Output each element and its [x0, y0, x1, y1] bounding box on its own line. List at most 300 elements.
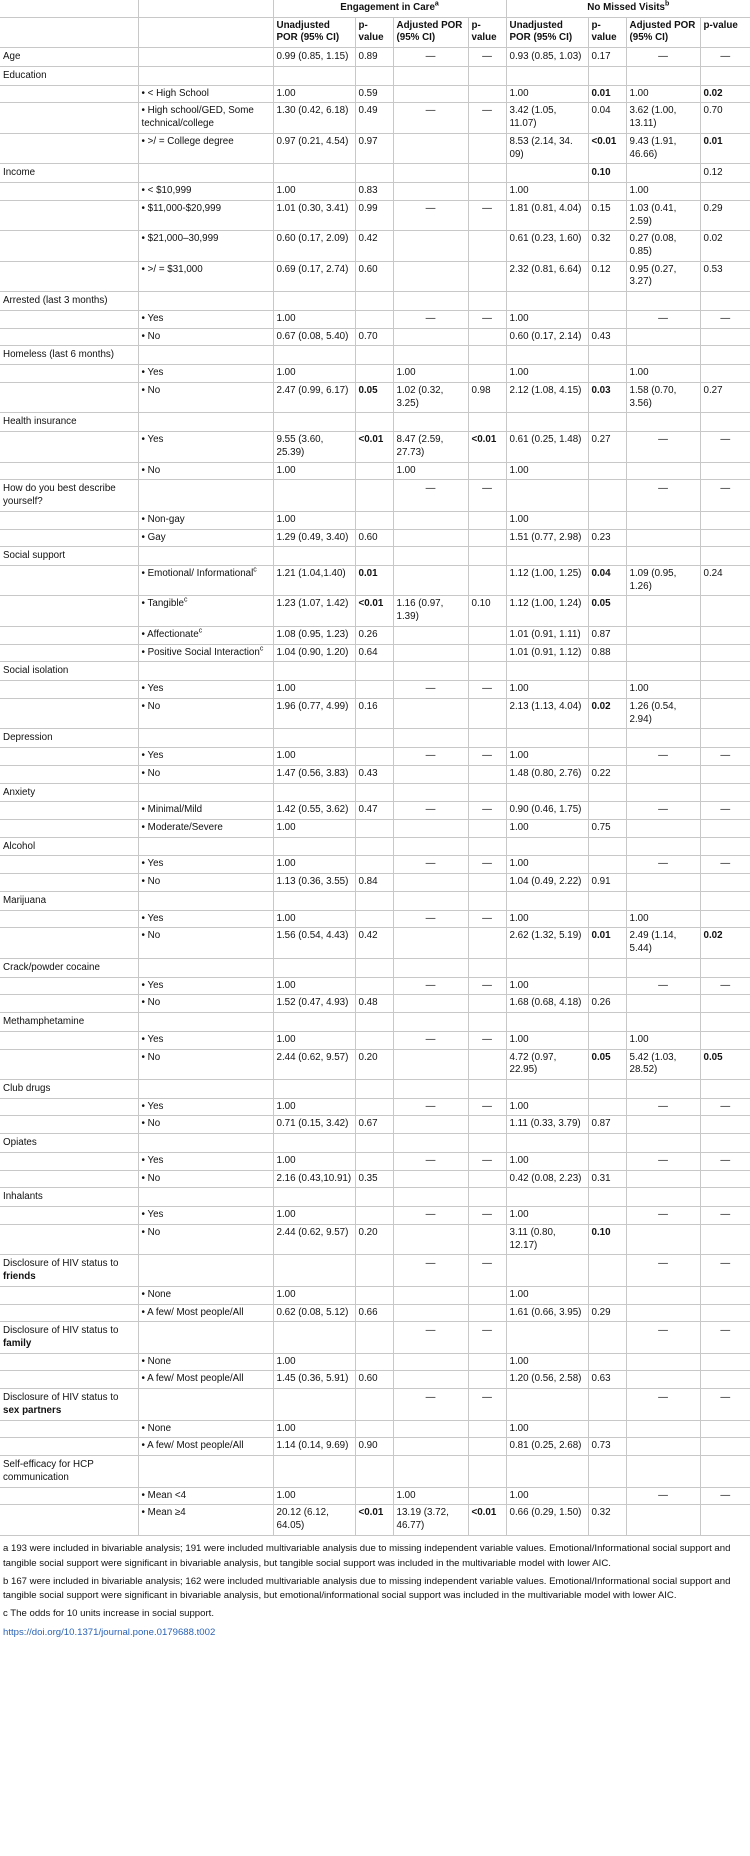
row-level	[138, 995, 273, 1013]
missed-visits-header: No Missed Visits$^b$	[506, 0, 750, 17]
table-cell	[626, 547, 700, 566]
table-row	[0, 802, 750, 820]
table-row	[0, 681, 750, 699]
table-cell: 0.43	[588, 328, 626, 346]
table-cell	[588, 1152, 626, 1170]
table-cell: —	[468, 1389, 506, 1420]
table-cell: —	[626, 310, 700, 328]
table-cell: 2.32 (0.81, 6.64)	[506, 261, 588, 291]
table-cell	[393, 1304, 468, 1322]
row-level	[138, 802, 273, 820]
level-label: • Yes	[141, 434, 164, 446]
table-cell: —	[393, 103, 468, 133]
table-cell	[588, 681, 626, 699]
engagement-header: Engagement in Care$^a$	[273, 0, 506, 17]
row-level	[138, 1255, 273, 1286]
table-cell	[355, 1134, 393, 1153]
table-cell	[626, 164, 700, 183]
table-cell: 1.08 (0.95, 1.23)	[273, 626, 355, 644]
table-cell	[393, 85, 468, 103]
table-cell: 1.30 (0.42, 6.18)	[273, 103, 355, 133]
category-label: Crack/powder cocaine	[3, 961, 100, 973]
blank-header	[138, 0, 273, 17]
table-cell	[393, 995, 468, 1013]
table-row	[0, 1438, 750, 1456]
table-cell	[355, 292, 393, 311]
table-cell: 1.29 (0.49, 3.40)	[273, 529, 355, 547]
category-label: Homeless (last 6 months)	[3, 349, 115, 361]
row-category	[0, 626, 138, 644]
table-cell	[626, 1188, 700, 1207]
table-cell	[700, 596, 750, 626]
row-category	[0, 292, 138, 311]
table-cell	[588, 547, 626, 566]
table-cell	[273, 783, 355, 802]
footnote-marker: c	[183, 597, 188, 605]
level-label: • A few/ Most people/All	[141, 1373, 244, 1385]
table-cell: 0.04	[588, 565, 626, 595]
table-cell: —	[626, 802, 700, 820]
table-cell: —	[700, 977, 750, 995]
table-cell	[468, 346, 506, 365]
table-cell	[700, 644, 750, 662]
table-cell	[393, 133, 468, 163]
level-label: • Non-gay	[141, 513, 185, 525]
table-cell	[700, 462, 750, 480]
table-cell: 1.00	[273, 681, 355, 699]
table-cell	[626, 529, 700, 547]
table-cell	[626, 783, 700, 802]
table-cell	[355, 365, 393, 383]
table-cell	[468, 783, 506, 802]
table-cell	[355, 819, 393, 837]
category-label: Social isolation	[3, 665, 69, 677]
table-cell	[355, 1152, 393, 1170]
table-cell	[588, 66, 626, 85]
table-cell: 5.42 (1.03, 28.52)	[626, 1049, 700, 1079]
category-label: Methamphetamine	[3, 1016, 85, 1028]
table-cell: —	[626, 480, 700, 511]
table-cell	[273, 1188, 355, 1207]
table-cell	[468, 1353, 506, 1371]
footnote-a: a 193 were included in bivariable analysis; 191 were included multivariable analysis due to missing independent variable values. Emotional/Informational social support and tangible social support were significant in bivariable analysis, but tangible social support was included in the multivariable model with lower AIC.	[3, 1542, 731, 1569]
column-header: p-value	[588, 17, 626, 47]
table-cell	[393, 783, 468, 802]
table-cell	[506, 1080, 588, 1099]
row-level	[138, 183, 273, 201]
table-cell: 0.71 (0.15, 3.42)	[273, 1116, 355, 1134]
table-cell: 1.00	[273, 1031, 355, 1049]
table-cell: —	[393, 681, 468, 699]
row-category	[0, 748, 138, 766]
table-cell	[588, 662, 626, 681]
table-cell	[626, 328, 700, 346]
table-cell	[700, 819, 750, 837]
table-cell	[626, 1456, 700, 1487]
table-row	[0, 480, 750, 511]
table-cell: 1.26 (0.54, 2.94)	[626, 698, 700, 728]
row-level	[138, 874, 273, 892]
table-cell	[468, 1224, 506, 1254]
table-cell	[626, 292, 700, 311]
table-row	[0, 382, 750, 412]
row-level	[138, 1389, 273, 1420]
row-category	[0, 729, 138, 748]
row-category	[0, 995, 138, 1013]
table-row	[0, 856, 750, 874]
table-body	[0, 48, 750, 1536]
table-cell: 1.01 (0.91, 1.12)	[506, 644, 588, 662]
level-label: • Affectionate	[141, 628, 199, 640]
table-cell	[700, 891, 750, 910]
table-cell	[588, 958, 626, 977]
table-row	[0, 1224, 750, 1254]
table-cell	[468, 365, 506, 383]
table-cell: 0.49	[355, 103, 393, 133]
table-cell	[506, 662, 588, 681]
table-cell	[700, 681, 750, 699]
table-cell: 1.13 (0.36, 3.55)	[273, 874, 355, 892]
table-cell	[588, 1188, 626, 1207]
row-level	[138, 1049, 273, 1079]
footnote-marker: c	[253, 566, 257, 574]
table-cell: 0.04	[588, 103, 626, 133]
level-label: • None	[141, 1288, 172, 1300]
table-cell	[355, 547, 393, 566]
row-category	[0, 765, 138, 783]
table-cell: 0.59	[355, 85, 393, 103]
table-cell	[588, 183, 626, 201]
table-cell: 8.47 (2.59, 27.73)	[393, 432, 468, 462]
table-cell	[393, 819, 468, 837]
table-cell	[468, 1487, 506, 1505]
table-cell	[355, 1353, 393, 1371]
table-row	[0, 995, 750, 1013]
level-label: • Yes	[141, 858, 164, 870]
column-header: p-value	[468, 17, 506, 47]
table-row	[0, 103, 750, 133]
table-cell	[468, 729, 506, 748]
level-label: • No	[141, 876, 161, 888]
table-cell	[393, 1188, 468, 1207]
row-category	[0, 1505, 138, 1535]
row-category	[0, 365, 138, 383]
table-cell: 0.84	[355, 874, 393, 892]
table-row	[0, 231, 750, 261]
table-cell	[468, 261, 506, 291]
row-level	[138, 1152, 273, 1170]
table-cell: <0.01	[468, 1505, 506, 1535]
table-cell: 1.45 (0.36, 5.91)	[273, 1371, 355, 1389]
table-cell: 0.02	[700, 231, 750, 261]
table-cell: 0.99	[355, 200, 393, 230]
table-cell: 0.95 (0.27, 3.27)	[626, 261, 700, 291]
table-cell	[588, 413, 626, 432]
table-cell: —	[468, 1322, 506, 1353]
table-cell	[468, 66, 506, 85]
row-category	[0, 596, 138, 626]
table-cell	[700, 1116, 750, 1134]
table-row	[0, 874, 750, 892]
table-cell	[588, 910, 626, 928]
table-row	[0, 1505, 750, 1535]
table-cell	[468, 85, 506, 103]
table-row	[0, 1098, 750, 1116]
table-cell	[273, 66, 355, 85]
row-level	[138, 1304, 273, 1322]
table-cell	[393, 928, 468, 958]
category-label: Social support	[3, 550, 66, 562]
row-level	[138, 1371, 273, 1389]
table-cell: 0.22	[588, 765, 626, 783]
table-cell	[506, 1013, 588, 1032]
level-label: • Yes	[141, 1154, 164, 1166]
footnotes	[0, 1536, 750, 1641]
row-level	[138, 328, 273, 346]
row-level	[138, 783, 273, 802]
row-category	[0, 85, 138, 103]
table-cell	[468, 1420, 506, 1438]
table-cell: 0.69 (0.17, 2.74)	[273, 261, 355, 291]
table-cell	[506, 480, 588, 511]
table-row	[0, 200, 750, 230]
table-cell: 0.87	[588, 626, 626, 644]
level-label: • Yes	[141, 312, 164, 324]
row-level	[138, 1013, 273, 1032]
table-cell	[393, 765, 468, 783]
table-cell: 1.20 (0.56, 2.58)	[506, 1371, 588, 1389]
level-label: • No	[141, 767, 161, 779]
row-level	[138, 1188, 273, 1207]
table-cell: —	[626, 748, 700, 766]
level-label: • $21,000–30,999	[141, 233, 219, 245]
table-cell: 1.11 (0.33, 3.79)	[506, 1116, 588, 1134]
table-cell: 1.00	[273, 910, 355, 928]
table-row	[0, 1371, 750, 1389]
table-cell	[468, 837, 506, 856]
doi-link[interactable]: https://doi.org/10.1371/journal.pone.0179688.t002	[3, 1627, 216, 1639]
table-cell: 0.99 (0.85, 1.15)	[273, 48, 355, 67]
table-cell: 1.00	[506, 1487, 588, 1505]
table-cell	[468, 995, 506, 1013]
category-label: Arrested (last 3 months)	[3, 295, 108, 307]
table-row	[0, 183, 750, 201]
table-cell: 9.43 (1.91, 46.66)	[626, 133, 700, 163]
row-category	[0, 346, 138, 365]
table-cell: 1.00	[506, 462, 588, 480]
table-cell	[393, 328, 468, 346]
table-cell: 1.00	[273, 1286, 355, 1304]
level-label: • Yes	[141, 1209, 164, 1221]
table-cell	[506, 783, 588, 802]
table-cell: 1.04 (0.90, 1.20)	[273, 644, 355, 662]
table-cell	[393, 1286, 468, 1304]
row-level	[138, 261, 273, 291]
table-cell: 0.32	[588, 1505, 626, 1535]
row-category	[0, 958, 138, 977]
row-level	[138, 729, 273, 748]
table-cell	[393, 292, 468, 311]
table-cell	[468, 413, 506, 432]
table-cell	[393, 1080, 468, 1099]
table-row	[0, 729, 750, 748]
table-cell: 0.64	[355, 644, 393, 662]
row-category	[0, 819, 138, 837]
table-cell: 1.00	[626, 1031, 700, 1049]
table-cell	[700, 511, 750, 529]
table-cell: 0.47	[355, 802, 393, 820]
table-row	[0, 1116, 750, 1134]
table-cell	[626, 1505, 700, 1535]
table-cell: 2.12 (1.08, 4.15)	[506, 382, 588, 412]
table-cell	[700, 1438, 750, 1456]
category-label: Self-efficacy for HCP communication	[3, 1459, 94, 1483]
table-cell	[700, 1188, 750, 1207]
table-cell	[393, 346, 468, 365]
level-label: • Yes	[141, 683, 164, 695]
table-cell: 0.01	[355, 565, 393, 595]
row-level	[138, 1224, 273, 1254]
table-row	[0, 644, 750, 662]
level-label: • A few/ Most people/All	[141, 1306, 244, 1318]
table-cell	[506, 1456, 588, 1487]
table-row	[0, 310, 750, 328]
table-cell	[700, 783, 750, 802]
row-level	[138, 1322, 273, 1353]
table-cell	[355, 1322, 393, 1353]
table-cell	[700, 413, 750, 432]
table-cell: 0.60	[355, 261, 393, 291]
table-cell: 0.16	[355, 698, 393, 728]
table-row	[0, 765, 750, 783]
table-cell	[626, 837, 700, 856]
category-label: Alcohol	[3, 840, 36, 852]
table-cell	[468, 1170, 506, 1188]
table-cell: 1.42 (0.55, 3.62)	[273, 802, 355, 820]
table-cell: 9.55 (3.60, 25.39)	[273, 432, 355, 462]
table-cell	[626, 958, 700, 977]
row-level	[138, 1420, 273, 1438]
table-cell: 0.27	[700, 382, 750, 412]
level-label: • >/ = $31,000	[141, 263, 203, 275]
table-cell	[393, 1420, 468, 1438]
table-cell	[700, 365, 750, 383]
row-category	[0, 480, 138, 511]
table-cell	[355, 66, 393, 85]
table-cell	[700, 547, 750, 566]
row-level	[138, 910, 273, 928]
table-cell	[626, 413, 700, 432]
table-cell	[393, 529, 468, 547]
table-cell: 0.10	[588, 164, 626, 183]
table-cell: —	[468, 480, 506, 511]
row-level	[138, 748, 273, 766]
table-cell: —	[393, 1389, 468, 1420]
category-label: Club drugs	[3, 1083, 51, 1094]
table-cell	[393, 1456, 468, 1487]
table-cell	[626, 66, 700, 85]
table-cell: —	[700, 432, 750, 462]
table-cell	[588, 1353, 626, 1371]
table-cell: —	[393, 748, 468, 766]
table-cell	[626, 1286, 700, 1304]
row-category	[0, 910, 138, 928]
table-cell	[273, 837, 355, 856]
table-cell: —	[468, 977, 506, 995]
table-cell	[355, 681, 393, 699]
table-cell: —	[468, 802, 506, 820]
table-cell: 1.00	[273, 819, 355, 837]
row-level	[138, 103, 273, 133]
table-cell: 0.87	[588, 1116, 626, 1134]
table-cell: 0.27	[588, 432, 626, 462]
group-header-row	[0, 0, 750, 17]
table-cell	[355, 1286, 393, 1304]
table-cell: 1.00	[506, 1353, 588, 1371]
table-cell	[393, 66, 468, 85]
table-cell	[700, 1304, 750, 1322]
row-category	[0, 1286, 138, 1304]
table-cell: 0.48	[355, 995, 393, 1013]
table-cell	[700, 1456, 750, 1487]
table-cell	[626, 1013, 700, 1032]
level-label: • No	[141, 1172, 161, 1184]
table-cell: —	[468, 910, 506, 928]
table-cell: —	[468, 1207, 506, 1225]
table-row	[0, 1049, 750, 1079]
table-cell: —	[468, 748, 506, 766]
row-level	[138, 365, 273, 383]
table-cell	[588, 292, 626, 311]
table-row	[0, 133, 750, 163]
blank-header	[138, 17, 273, 47]
table-cell: 0.01	[588, 85, 626, 103]
row-category	[0, 1224, 138, 1254]
table-cell	[273, 1389, 355, 1420]
table-cell	[700, 183, 750, 201]
table-cell: 0.60 (0.17, 2.09)	[273, 231, 355, 261]
level-label: • No	[141, 1226, 161, 1238]
table-cell	[468, 1456, 506, 1487]
table-row	[0, 748, 750, 766]
table-cell: —	[700, 1255, 750, 1286]
level-label: • None	[141, 1355, 172, 1367]
table-cell	[588, 1420, 626, 1438]
row-level	[138, 292, 273, 311]
table-cell	[393, 729, 468, 748]
row-category	[0, 547, 138, 566]
blank-header	[0, 17, 138, 47]
category-label: Age	[3, 51, 21, 63]
table-cell	[700, 292, 750, 311]
table-cell: 0.93 (0.85, 1.03)	[506, 48, 588, 67]
table-cell: 0.81 (0.25, 2.68)	[506, 1438, 588, 1456]
table-row	[0, 1188, 750, 1207]
table-cell	[355, 480, 393, 511]
table-row	[0, 365, 750, 383]
table-cell	[588, 1031, 626, 1049]
row-category	[0, 1353, 138, 1371]
table-cell	[393, 183, 468, 201]
table-cell	[355, 413, 393, 432]
row-category	[0, 413, 138, 432]
table-row	[0, 292, 750, 311]
level-label: • Tangible	[141, 598, 184, 610]
table-cell	[700, 662, 750, 681]
table-row	[0, 328, 750, 346]
table-cell: 0.70	[700, 103, 750, 133]
table-cell: 1.02 (0.32, 3.25)	[393, 382, 468, 412]
